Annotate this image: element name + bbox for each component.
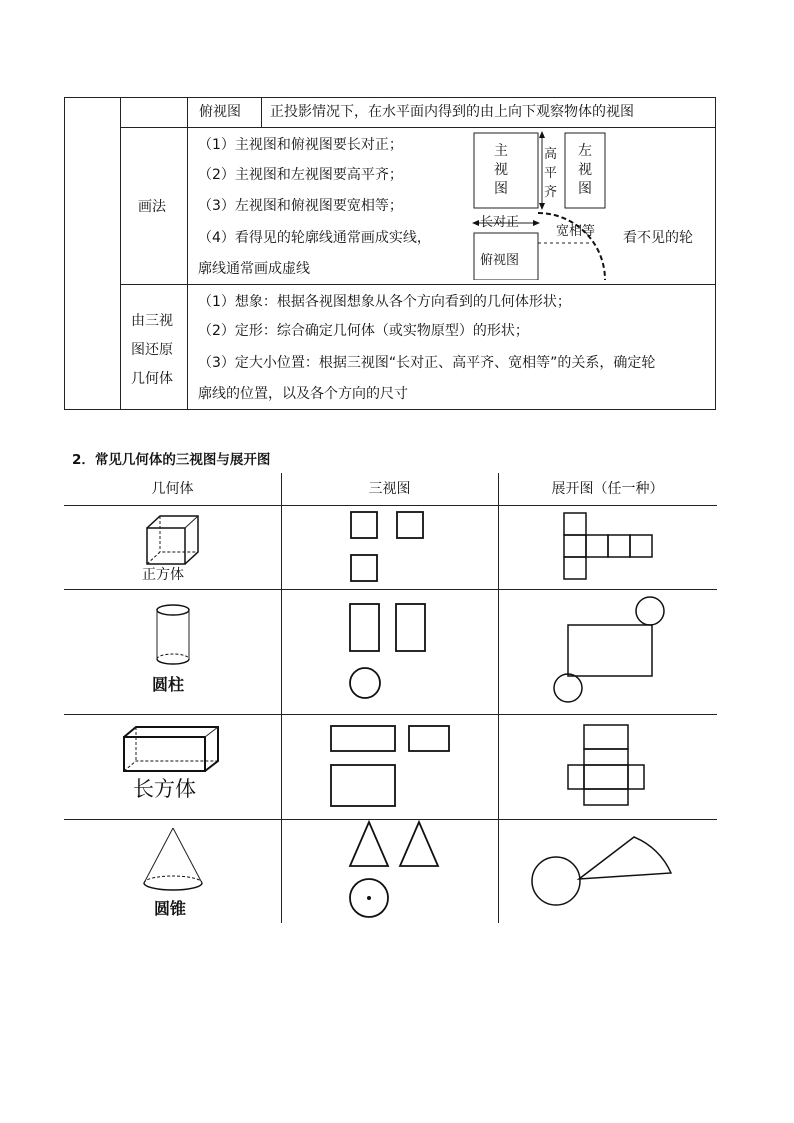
cylinder-three-views (344, 601, 444, 701)
huafa-item: 看不见的轮 (623, 230, 693, 246)
restore-item: （2）定形：综合确定几何体（或实物原型）的形状； (198, 323, 529, 339)
huafa-item: （2）主视图和左视图要高平齐； (198, 167, 403, 183)
cube-net (554, 509, 664, 589)
section-heading: 2．常见几何体的三视图与展开图 (72, 452, 271, 468)
cube-icon (144, 513, 204, 565)
cone-icon (138, 825, 208, 897)
cylinder-icon (153, 603, 193, 669)
top-view-label: 俯视图 (480, 253, 520, 268)
three-view-table (64, 97, 716, 410)
cylinder-net (544, 596, 674, 706)
cylinder-label: 圆柱 (152, 675, 185, 694)
fushitu-description: 正投影情况下，在水平面内得到的由上向下观察物体的视图 (270, 104, 634, 120)
cuboid-net (564, 723, 664, 815)
huafa-label: 画法 (138, 199, 166, 215)
column-header-three-views: 三视图 (368, 481, 411, 497)
restore-item: （3）定大小位置：根据三视图“长对正、高平齐、宽相等”的关系，确定轮 (198, 355, 656, 371)
restore-item: （1）想象：根据各视图想象从各个方向看到的几何体形状； (198, 294, 571, 310)
gao-ping-qi-label: 高平齐 (544, 147, 558, 200)
huafa-item: 廓线通常画成虚线 (198, 261, 310, 277)
main-view-label: 主视图 (494, 143, 508, 197)
column-header-net: 展开图（任一种） (551, 481, 664, 497)
cone-label: 圆锥 (154, 899, 187, 918)
geometry-table (64, 473, 717, 923)
cone-three-views (344, 819, 454, 919)
restore-item: 廓线的位置，以及各个方向的尺寸 (198, 386, 408, 402)
column-header-geometry: 几何体 (151, 481, 194, 497)
left-view-label: 左视图 (578, 143, 592, 197)
huafa-item: （4）看得见的轮廓线通常画成实线， (198, 230, 431, 246)
fushitu-label: 俯视图 (199, 104, 241, 120)
huafa-item: （1）主视图和俯视图要长对正； (198, 137, 403, 153)
cuboid-three-views (324, 723, 464, 813)
restore-label: 由三视 图还原 几何体 (131, 313, 173, 387)
cuboid-label: 长方体 (133, 777, 196, 801)
cube-label: 正方体 (142, 567, 184, 583)
cone-net (529, 831, 679, 923)
cube-three-views (344, 509, 444, 589)
kuan-xiang-deng-label: 宽相等 (556, 224, 596, 239)
huafa-item: （3）左视图和俯视图要宽相等； (198, 198, 403, 214)
chang-dui-zheng-label: 长对正 (480, 215, 520, 230)
cuboid-icon (121, 725, 221, 773)
